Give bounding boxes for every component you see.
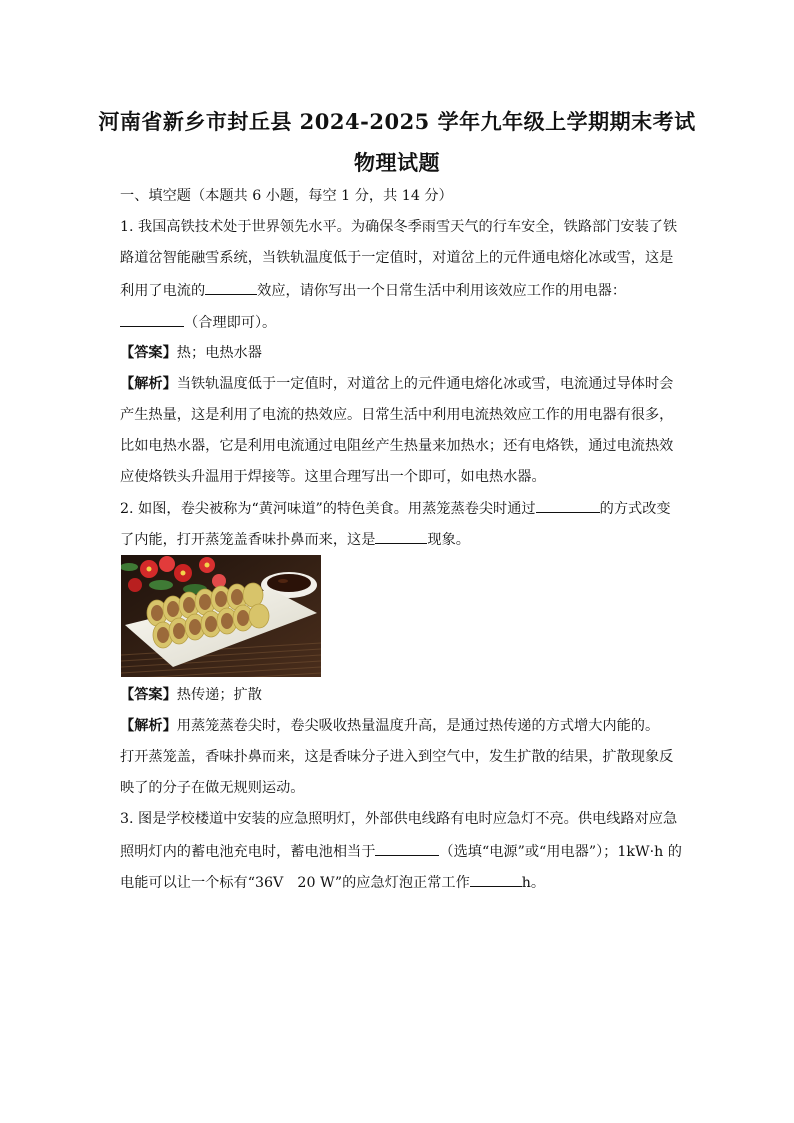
- q1-analysis-line1: [120, 374, 680, 394]
- q2-analysis-text1: 用蒸笼蒸卷尖时，卷尖吸收热量温度升高，是通过热传递的方式增大内能的。: [176, 718, 660, 734]
- section-heading: 一、填空题（本题共 6 小题，每空 1 分，共 14 分）: [120, 188, 453, 204]
- q1-answer: [120, 343, 680, 363]
- q2-analysis-line1: [120, 716, 680, 736]
- q1-line3: [120, 280, 680, 301]
- q1-line3-text-a: 利用了电流的: [120, 283, 206, 299]
- q1-line2: 路道岔智能融雪系统，当铁轨温度低于一定值时，对道岔上的元件通电熔化冰或雪，这是: [120, 250, 674, 266]
- q2-line2-text-b: 现象。: [427, 532, 470, 548]
- q2-answer-blank-2[interactable]: [375, 529, 427, 544]
- q2-answer-tag: 【答案】: [120, 687, 177, 703]
- q2-line1: [120, 498, 680, 519]
- document-title-line1: 河南省新乡市封丘县 2024-2025 学年九年级上学期期末考试: [98, 109, 696, 134]
- q2-line2-text-a: 了内能，打开蒸笼盖香味扑鼻而来，这是: [120, 532, 376, 548]
- q2-answer-blank-1[interactable]: [536, 498, 600, 513]
- q1-analysis-text1: 当铁轨温度低于一定值时，对道岔上的元件通电熔化冰或雪，电流通过导体时会: [176, 376, 674, 392]
- q3-line3: [120, 872, 680, 893]
- q1-line4: [120, 312, 680, 333]
- q2-analysis-line3: 映了的分子在做无规则运动。: [120, 780, 305, 796]
- q1-answer-blank-2[interactable]: [120, 312, 184, 327]
- q2-analysis-line2: 打开蒸笼盖，香味扑鼻而来，这是香味分子进入到空气中，发生扩散的结果，扩散现象反: [120, 749, 674, 765]
- q3-line3-text-a: 电能可以让一个标有“36V 20 W”的应急灯泡正常工作: [120, 875, 470, 891]
- q3-answer-blank-1[interactable]: [375, 841, 439, 856]
- q3-line3-text-b: h。: [521, 875, 546, 891]
- q3-line1: 3. 图是学校楼道中安装的应急照明灯，外部供电线路有电时应急灯不亮。供电线路对应急: [120, 811, 678, 827]
- food-photo: [121, 555, 321, 677]
- q1-line1: 1. 我国高铁技术处于世界领先水平。为确保冬季雨雪天气的行车安全，铁路部门安装了铁: [120, 219, 678, 235]
- q1-analysis-line4: 应使烙铁头升温用于焊接等。这里合理写出一个即可，如电热水器。: [120, 469, 546, 485]
- q2-line1-text-b: 的方式改变: [599, 501, 671, 517]
- q3-line2: [120, 841, 680, 862]
- q1-analysis-line2: 产生热量，这是利用了电流的热效应。日常生活中利用电流热效应工作的用电器有很多，: [120, 407, 674, 423]
- juanjian-food-image: [121, 555, 321, 677]
- q1-line4-text: （合理即可）。: [184, 315, 277, 331]
- q1-answer-tag: 【答案】: [120, 345, 177, 361]
- q1-analysis-tag: 【解析】: [120, 376, 177, 392]
- q1-analysis-line3: 比如电热水器，它是利用电流通过电阻丝产生热量来加热水；还有电烙铁，通过电流热效: [120, 438, 674, 454]
- q3-line2-text-a: 照明灯内的蓄电池充电时，蓄电池相当于: [120, 844, 376, 860]
- q2-line2: [120, 529, 680, 550]
- q2-answer: [120, 685, 680, 705]
- q2-analysis-tag: 【解析】: [120, 718, 177, 734]
- q1-answer-text: 热；电热水器: [176, 345, 262, 361]
- q1-line3-text-b: 效应，请你写出一个日常生活中利用该效应工作的用电器：: [257, 283, 627, 299]
- q2-line1-text-a: 2. 如图，卷尖被称为“黄河味道”的特色美食。用蒸笼蒸卷尖时通过: [120, 501, 536, 517]
- q1-answer-blank-1[interactable]: [205, 280, 257, 295]
- q3-line2-text-b: （选填“电源”或“用电器”）；1kW·h 的: [439, 844, 682, 860]
- document-title-line2: 物理试题: [354, 150, 440, 175]
- q3-answer-blank-2[interactable]: [470, 872, 522, 887]
- q2-answer-text: 热传递；扩散: [176, 687, 262, 703]
